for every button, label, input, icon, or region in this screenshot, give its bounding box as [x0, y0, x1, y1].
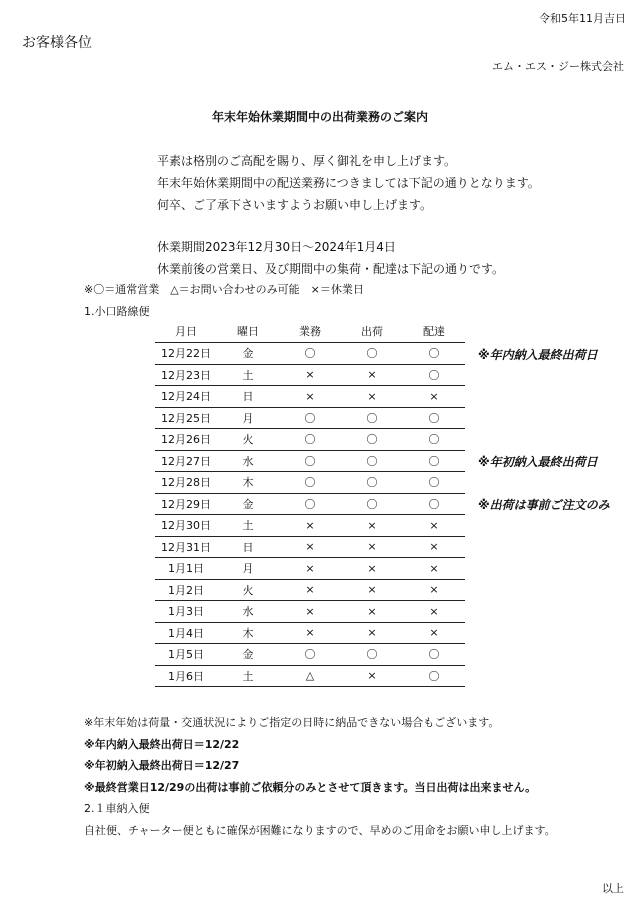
cell-weekday: 金 — [217, 644, 279, 666]
cell-weekday: 金 — [217, 343, 279, 365]
intro-line: 年末年始休業期間中の配送業務につきましては下記の通りとなります。 — [157, 176, 540, 190]
header-date: 月日 — [175, 325, 197, 338]
table-row — [155, 579, 465, 601]
period-line: 休業前後の営業日、及び期間中の集荷・配達は下記の通りです。 — [157, 262, 505, 276]
cell-weekday: 木 — [217, 472, 279, 494]
cell-date: 12月26日 — [155, 429, 217, 451]
note-line-bold: ※最終営業日12/29の出荷は事前ご依頼分のみとさせて頂きます。当日出荷は出来ません。 — [84, 780, 537, 794]
cell-shipping: × — [341, 536, 403, 558]
cell-delivery: 〇 — [403, 364, 465, 386]
cell-date: 1月6日 — [155, 665, 217, 687]
cell-business: × — [279, 601, 341, 623]
cell-shipping: 〇 — [341, 472, 403, 494]
cell-shipping: × — [341, 558, 403, 580]
cell-weekday: 月 — [217, 558, 279, 580]
cell-date: 12月27日 — [155, 450, 217, 472]
cell-weekday: 土 — [217, 364, 279, 386]
table-row — [155, 493, 465, 515]
table-row — [155, 429, 465, 451]
table-header-row — [155, 320, 465, 343]
side-note-advance-order: ※出荷は事前ご注文のみ — [478, 498, 610, 512]
cell-date: 1月4日 — [155, 622, 217, 644]
cell-business: × — [279, 515, 341, 537]
period-line: 休業期間2023年12月30日～2024年1月4日 — [157, 240, 396, 254]
table-row — [155, 665, 465, 687]
cell-date: 12月23日 — [155, 364, 217, 386]
cell-shipping: × — [341, 364, 403, 386]
table-row — [155, 472, 465, 494]
note-line-bold: ※年内納入最終出荷日＝12/22 — [84, 737, 240, 751]
cell-shipping: × — [341, 622, 403, 644]
table-row — [155, 407, 465, 429]
header-delivery: 配達 — [423, 325, 445, 338]
cell-delivery: × — [403, 386, 465, 408]
closing-word: 以上 — [602, 882, 624, 895]
cell-shipping: 〇 — [341, 644, 403, 666]
holiday-period — [157, 236, 504, 280]
cell-business: × — [279, 579, 341, 601]
cell-shipping: × — [341, 601, 403, 623]
cell-shipping: × — [341, 515, 403, 537]
header-business: 業務 — [299, 325, 321, 338]
cell-date: 12月30日 — [155, 515, 217, 537]
cell-weekday: 水 — [217, 601, 279, 623]
table-row — [155, 386, 465, 408]
cell-date: 12月24日 — [155, 386, 217, 408]
section-1-title: 1.小口路線便 — [84, 305, 150, 318]
cell-weekday: 日 — [217, 386, 279, 408]
cell-weekday: 金 — [217, 493, 279, 515]
cell-date: 1月1日 — [155, 558, 217, 580]
note-line: ※年末年始は荷量・交通状況によりご指定の日時に納品できない場合もございます。 — [84, 716, 500, 729]
cell-shipping: 〇 — [341, 450, 403, 472]
cell-date: 1月2日 — [155, 579, 217, 601]
cell-delivery: 〇 — [403, 665, 465, 687]
notes-section — [84, 712, 556, 841]
intro-line: 何卒、ご了承下さいますようお願い申し上げます。 — [157, 198, 433, 212]
cell-delivery: × — [403, 601, 465, 623]
cell-weekday: 水 — [217, 450, 279, 472]
note-line: 自社便、チャーター便ともに確保が困難になりますので、早めのご用命をお願い申し上げます。 — [84, 823, 556, 837]
table-body — [155, 343, 465, 687]
issue-date: 令和5年11月吉日 — [539, 12, 626, 25]
cell-business: 〇 — [279, 493, 341, 515]
intro-line: 平素は格別のご高配を賜り、厚く御礼を申し上げます。 — [157, 154, 457, 168]
table-row — [155, 601, 465, 623]
cell-date: 1月3日 — [155, 601, 217, 623]
table-row — [155, 364, 465, 386]
cell-business: 〇 — [279, 450, 341, 472]
cell-date: 12月31日 — [155, 536, 217, 558]
table-row — [155, 343, 465, 365]
cell-business: × — [279, 536, 341, 558]
cell-shipping: × — [341, 579, 403, 601]
cell-weekday: 火 — [217, 579, 279, 601]
shipping-schedule-table — [155, 320, 465, 687]
cell-weekday: 土 — [217, 665, 279, 687]
cell-delivery: × — [403, 558, 465, 580]
note-line-bold: ※年初納入最終出荷日＝12/27 — [84, 759, 240, 772]
table-row — [155, 622, 465, 644]
cell-shipping: × — [341, 665, 403, 687]
cell-shipping: 〇 — [341, 343, 403, 365]
header-weekday: 曜日 — [237, 325, 259, 338]
cell-delivery: × — [403, 515, 465, 537]
cell-date: 12月29日 — [155, 493, 217, 515]
table-row — [155, 515, 465, 537]
cell-delivery: 〇 — [403, 450, 465, 472]
cell-shipping: 〇 — [341, 407, 403, 429]
header-shipping: 出荷 — [361, 325, 383, 338]
addressee: お客様各位 — [22, 35, 92, 51]
cell-date: 12月28日 — [155, 472, 217, 494]
table-row — [155, 644, 465, 666]
company-name: エム・エス・ジー株式会社 — [492, 60, 624, 73]
cell-shipping: 〇 — [341, 429, 403, 451]
side-note-year-end: ※年内納入最終出荷日 — [478, 348, 598, 362]
cell-weekday: 木 — [217, 622, 279, 644]
cell-business: △ — [279, 665, 341, 687]
cell-business: × — [279, 386, 341, 408]
cell-delivery: 〇 — [403, 407, 465, 429]
table-row — [155, 450, 465, 472]
cell-weekday: 日 — [217, 536, 279, 558]
document-title: 年末年始休業期間中の出荷業務のご案内 — [211, 110, 428, 124]
intro-paragraph — [157, 150, 540, 216]
cell-shipping: × — [341, 386, 403, 408]
cell-business: × — [279, 622, 341, 644]
cell-business: 〇 — [279, 343, 341, 365]
cell-business: × — [279, 558, 341, 580]
cell-business: 〇 — [279, 407, 341, 429]
cell-delivery: 〇 — [403, 429, 465, 451]
cell-business: 〇 — [279, 429, 341, 451]
cell-delivery: × — [403, 579, 465, 601]
cell-shipping: 〇 — [341, 493, 403, 515]
symbol-legend: ※〇＝通常営業 △＝お問い合わせのみ可能 ×＝休業日 — [84, 283, 364, 296]
cell-weekday: 土 — [217, 515, 279, 537]
cell-delivery: 〇 — [403, 472, 465, 494]
cell-business: 〇 — [279, 644, 341, 666]
cell-date: 12月25日 — [155, 407, 217, 429]
side-note-new-year: ※年初納入最終出荷日 — [478, 455, 598, 469]
cell-delivery: 〇 — [403, 493, 465, 515]
cell-date: 12月22日 — [155, 343, 217, 365]
cell-delivery: × — [403, 622, 465, 644]
cell-delivery: 〇 — [403, 343, 465, 365]
cell-weekday: 火 — [217, 429, 279, 451]
cell-date: 1月5日 — [155, 644, 217, 666]
cell-delivery: 〇 — [403, 644, 465, 666]
cell-business: × — [279, 364, 341, 386]
cell-delivery: × — [403, 536, 465, 558]
cell-weekday: 月 — [217, 407, 279, 429]
table-row — [155, 558, 465, 580]
cell-business: 〇 — [279, 472, 341, 494]
section-2-title: 2.１車納入便 — [84, 802, 150, 815]
table-row — [155, 536, 465, 558]
